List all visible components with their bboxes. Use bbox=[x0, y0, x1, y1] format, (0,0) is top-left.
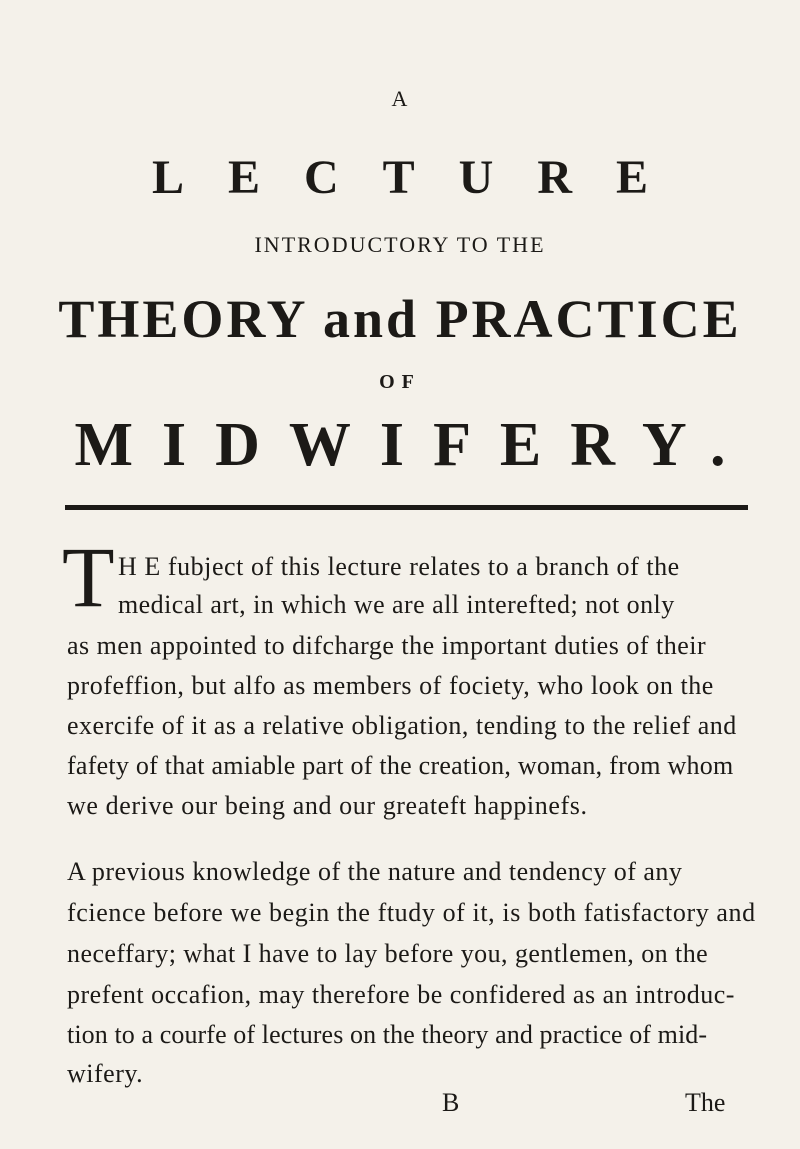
paragraph-2-line: neceffary; what I have to lay before you, gentlemen, on the bbox=[67, 939, 709, 968]
drop-cap: T bbox=[62, 529, 115, 625]
paragraph-1-line: H E fubject of this lecture relates to a branch of the bbox=[118, 552, 680, 581]
paragraph-2-line: tion to a courfe of lectures on the theory and practice of mid- bbox=[67, 1020, 708, 1049]
heading-midwifery: MIDWIFERY. bbox=[74, 411, 755, 479]
heading-introductory: INTRODUCTORY TO THE bbox=[254, 232, 546, 257]
paragraph-1-line: profeffion, but alfo as members of fociety, who look on the bbox=[67, 671, 714, 700]
catchword: The bbox=[685, 1088, 726, 1117]
heading-theory-and-practice: THEORY and PRACTICE bbox=[58, 289, 742, 349]
paragraph-1-line: as men appointed to difcharge the important duties of their bbox=[67, 631, 707, 660]
paragraph-2-line: wifery. bbox=[67, 1059, 144, 1088]
heading-rule bbox=[65, 505, 748, 510]
paragraph-1-line: exercife of it as a relative obligation, tending to the relief and bbox=[67, 711, 737, 740]
paragraph-1-line: fafety of that amiable part of the creation, woman, from whom bbox=[67, 751, 734, 780]
paragraph-1-line: medical art, in which we are all interefted; not only bbox=[118, 590, 675, 619]
heading-lecture: LECTURE bbox=[151, 151, 693, 204]
paragraph-2-line: fcience before we begin the ftudy of it, is both fatisfactory and bbox=[67, 898, 756, 927]
heading-of: OF bbox=[379, 371, 421, 393]
heading-a: A bbox=[391, 86, 409, 111]
paragraph-2-line: prefent occafion, may therefore be confidered as an introduc- bbox=[67, 980, 735, 1009]
paragraph-2-line: A previous knowledge of the nature and tendency of any bbox=[67, 857, 683, 886]
signature-mark: B bbox=[442, 1088, 460, 1117]
paragraph-1-line: we derive our being and our greateft happinefs. bbox=[67, 791, 588, 820]
